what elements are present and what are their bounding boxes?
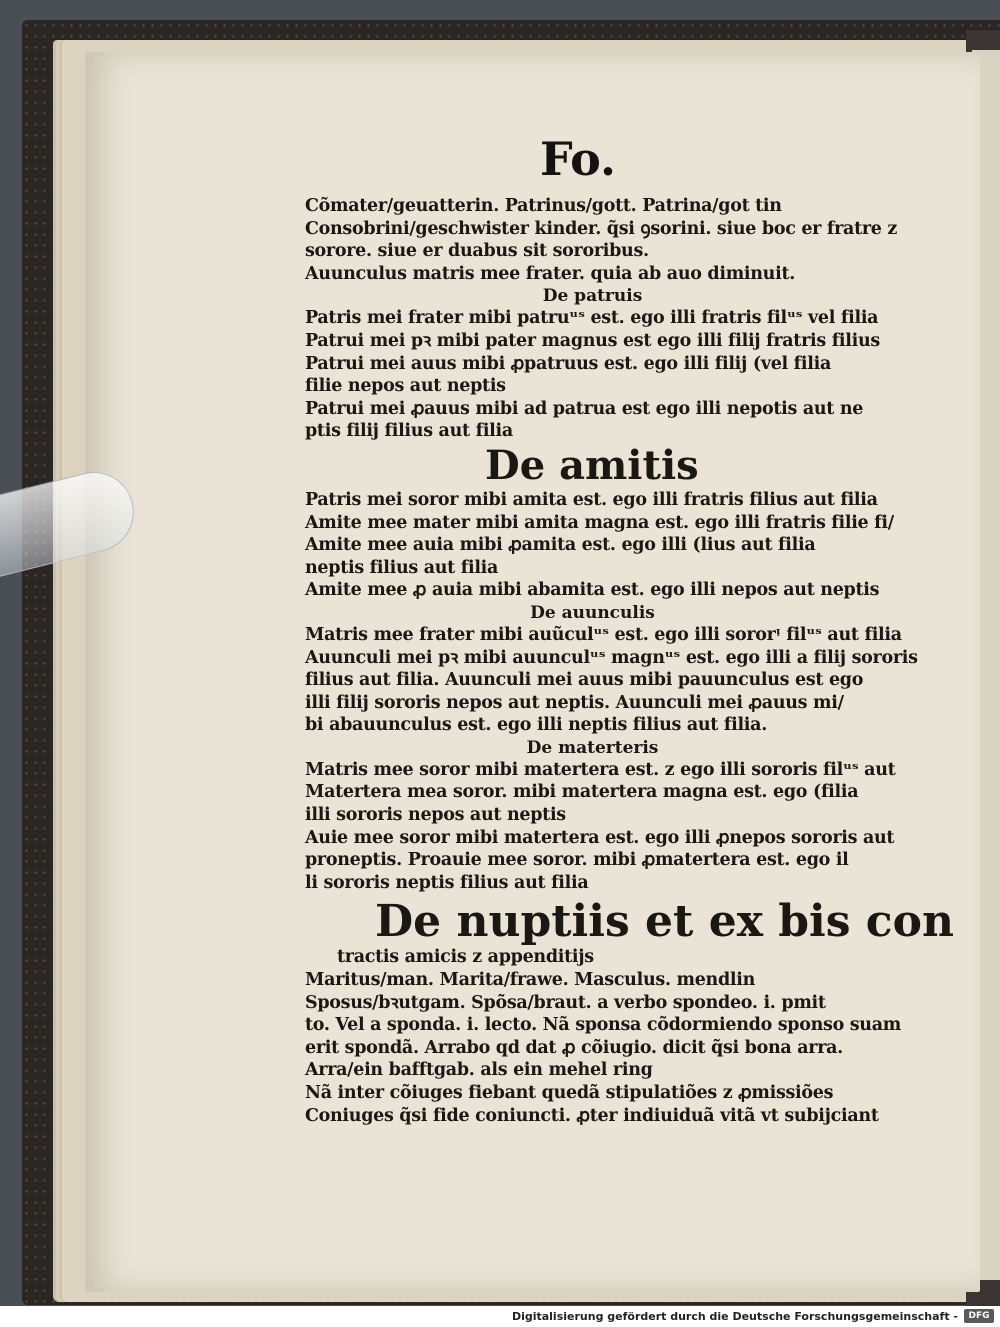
text-line: filie nepos aut neptis [305,376,506,397]
text-line: ptis filij filius aut filia [305,421,513,442]
text-line: illi filij sororis nepos aut neptis. Auunculi mei ꝓauus mi/ [305,692,844,713]
section-subheading-nuptiis: tractis amicis z appenditijs [337,947,594,968]
text-line: Amite mee ꝓ auia mibi abamita est. ego illi nepos aut neptis [305,580,880,601]
text-line: Amite mee auia mibi ꝓamita est. ego illi (lius aut filia [305,535,816,556]
text-line: Amite mee mater mibi amita magna est. ego illi fratris filie fi/ [305,512,894,533]
text-line: Sposus/bꝛutgam. Spõsa/braut. a verbo spondeo. i. pmit [305,992,826,1013]
folio-heading: Fo. [540,132,617,186]
text-line: Auunculi mei pꝛ mibi auunculᵘˢ magnᵘˢ est. ego illi a filij sororis [305,647,918,668]
text-line: Patris mei soror mibi amita est. ego illi fratris filius aut filia [305,489,878,510]
section-heading-patruis: De patruis [542,286,643,307]
text-line: Patrui mei ꝓauus mibi ad patrua est ego illi nepotis aut ne [305,398,864,419]
text-line: sorore. siue er duabus sit sororibus. [305,241,649,262]
page-text [305,195,954,1127]
text-line: Matris mee soror mibi matertera est. z ego illi sororis filᵘˢ aut [305,759,896,780]
text-line: Nã inter cõiuges fiebant quedã stipulatiões z ꝓmissiões [305,1083,834,1103]
text-line: neptis filius aut filia [305,557,499,578]
text-line: li sororis neptis filius aut filia [305,872,589,893]
text-line: to. Vel a sponda. i. lecto. Nã sponsa cõdormiendo sponso suam [305,1015,901,1036]
funding-footer [0,1306,1000,1327]
text-line: Matertera mea soror. mibi matertera magna est. ego (filia [305,782,859,803]
text-line: Patris mei frater mibi patruᵘˢ est. ego illi fratris filᵘˢ vel filia [305,308,879,329]
text-line: illi sororis nepos aut neptis [305,805,566,826]
text-line: Auunculus matris mee frater. quia ab auo diminuit. [305,263,796,284]
text-line: Consobrini/geschwister kinder. q̃si ꝯsorini. siue boc er fratre z [305,218,898,239]
text-line: bi abauunculus est. ego illi neptis filius aut filia. [305,715,767,736]
funding-notice: Digitalisierung gefördert durch die Deutsche Forschungsgemeinschaft - [511,1310,958,1323]
text-line: erit spondã. Arrabo qd dat ꝓ cõiugio. dicit q̃si bona arra. [305,1037,843,1058]
text-line: Coniuges q̃si fide coniuncti. ꝓter indiuiduã vitã vt subijciant [305,1105,879,1126]
text-line: Arra/ein bafftgab. als ein mehel ring [305,1060,653,1081]
section-heading-materteris: De materteris [526,737,659,758]
text-line: proneptis. Proauie mee soror. mibi ꝓmatertera est. ego il [305,850,849,871]
text-line: Patrui mei pꝛ mibi pater magnus est ego illi filij fratris filius [305,330,880,351]
section-heading-nuptiis: De nuptiis et ex bis con [375,896,954,948]
text-line: Auie mee soror mibi matertera est. ego illi ꝓnepos sororis aut [305,827,895,848]
text-line: Maritus/man. Marita/frawe. Masculus. mendlin [305,970,756,991]
text-line: Patrui mei auus mibi ꝓpatruus est. ego illi filij (vel filia [305,353,831,374]
section-heading-auunculis: De auunculis [530,602,655,623]
text-line: filius aut filia. Auunculi mei auus mibi pauunculus est ego [305,670,864,691]
section-heading-amitis: De amitis [485,441,699,489]
dfg-logo: DFG [964,1309,994,1323]
text-line: Cõmater/geuatterin. Patrinus/gott. Patrina/got tin [305,196,782,216]
text-line: Matris mee frater mibi auũculᵘˢ est. ego illi sororᵎ filᵘˢ aut filia [305,624,902,645]
